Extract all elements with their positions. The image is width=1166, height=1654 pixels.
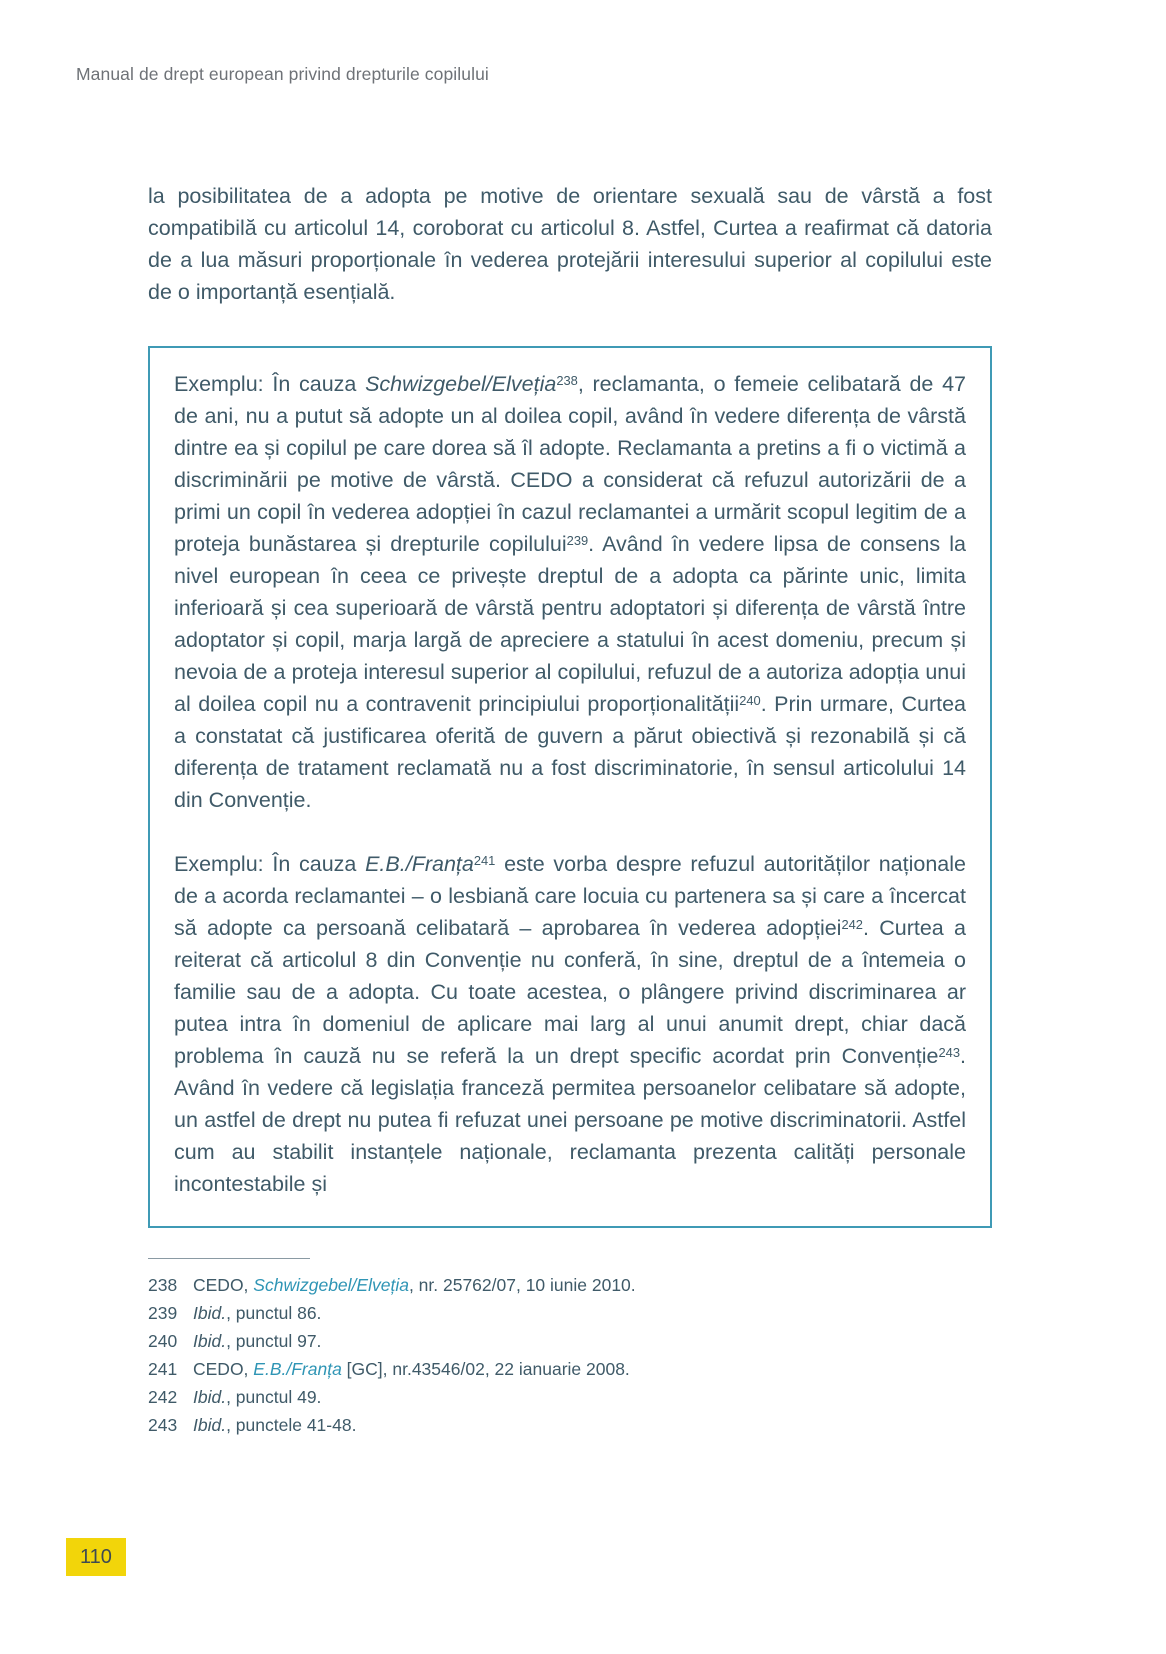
footnote-text: Ibid., punctul 49. xyxy=(193,1387,322,1407)
case-law-link[interactable]: E.B./Franța xyxy=(253,1359,342,1379)
footnote-number: 240 xyxy=(148,1331,178,1351)
footnote-reference: 240 xyxy=(739,692,761,708)
footnote-number: 243 xyxy=(148,1415,178,1435)
running-header: Manual de drept european privind drepturile copilului xyxy=(76,64,489,84)
footnote xyxy=(148,1411,992,1439)
case-law-link[interactable]: Schwizgebel/Elveția xyxy=(253,1275,409,1295)
example-paragraph: Exemplu: În cauza E.B./Franța$^{241}$ este vorba despre refuzul autorităților naționale de a acorda reclamantei – o lesbiană care locuia cu partenera sa și care a încercat să adopte ca persoană celibatară – aprobarea în vederea adopției$^{242}$. Curtea a reiterat că articolul 8 din Convenție nu conferă, în sine, dreptul de a întemeia o familie sau de a adopta. Cu toate acestea, o plângere privind discriminarea ar putea intra în domeniul de aplicare mai larg al unui anumit drept, chiar dacă problema în cauză nu se referă la un drept specific acordat prin Convenție$^{243}$. Având în vedere că legislația franceză permitea persoanelor celibatare să adopte, un astfel de drept nu putea fi refuzat unei persoane pe motive discriminatorii. Astfel cum au stabilit instanțele naționale, reclamanta prezenta calități personale incontestabile și xyxy=(174,852,966,1196)
footnote-reference: 242 xyxy=(841,916,863,932)
footnote xyxy=(148,1327,992,1355)
footnote-number: 241 xyxy=(148,1359,178,1379)
page-number-badge xyxy=(66,1538,126,1576)
footnote xyxy=(148,1383,992,1411)
footnote-text: Ibid., punctele 41-48. xyxy=(193,1415,357,1435)
footnote-number: 238 xyxy=(148,1275,178,1295)
page-content xyxy=(148,180,992,1439)
footnote xyxy=(148,1355,992,1383)
footnote-reference: 239 xyxy=(566,532,589,548)
footnote xyxy=(148,1299,992,1327)
intro-paragraph: la posibilitatea de a adopta pe motive de orientare sexuală sau de vârstă a fost compatibilă cu articolul 14, coroborat cu articolul 8. Astfel, Curtea a reafirmat că datoria de a lua măsuri proporționale în vederea protejării interesului superior al copilului este de o importanță esențială. xyxy=(148,184,992,304)
footnote-text: Ibid., punctul 97. xyxy=(193,1331,322,1351)
footnote-list xyxy=(148,1271,992,1439)
footnote-reference: 243 xyxy=(938,1044,961,1060)
footnote-text: CEDO, Schwizgebel/Elveția, nr. 25762/07, 10 iunie 2010. xyxy=(193,1275,636,1295)
footnote-number: 239 xyxy=(148,1303,178,1323)
footnote xyxy=(148,1271,992,1299)
footnote-number: 242 xyxy=(148,1387,178,1407)
footnote-reference: 238 xyxy=(556,372,578,388)
example-box xyxy=(148,346,992,1228)
page-number: 110 xyxy=(80,1545,112,1568)
footnote-text: CEDO, E.B./Franța [GC], nr.43546/02, 22 ianuarie 2008. xyxy=(193,1359,630,1379)
footnote-separator xyxy=(148,1258,310,1259)
example-paragraph: Exemplu: În cauza Schwizgebel/Elveția$^{238}$, reclamanta, o femeie celibatară de 47 de ani, nu a putut să adopte un al doilea copil, având în vedere diferența de vârstă dintre ea și copilul pe care dorea să îl adopte. Reclamanta a pretins a fi o victimă a discriminării pe motive de vârstă. CEDO a considerat că refuzul autorizării de a primi un copil în vederea adopției în cazul reclamantei a urmărit scopul legitim de a proteja bunăstarea și drepturile copilului$^{239}$. Având în vedere lipsa de consens la nivel european în ceea ce privește dreptul de a adopta ca părinte unic, limita inferioară și cea superioară de vârstă pentru adoptatori și diferența de vârstă între adoptator și copil, marja largă de apreciere a statului în acest domeniu, precum și nevoia de a proteja interesul superior al copilului, refuzul de a autoriza adopția unui al doilea copil nu a contravenit principiului proporționalității$^{240}$. Prin urmare, Curtea a constatat că justificarea oferită de guvern a părut obiectivă și rezonabilă și că diferența de tratament reclamată nu a fost discriminatorie, în sensul articolului 14 din Convenție. xyxy=(174,372,966,812)
footnote-reference: 241 xyxy=(473,852,496,868)
footnote-text: Ibid., punctul 86. xyxy=(193,1303,322,1323)
